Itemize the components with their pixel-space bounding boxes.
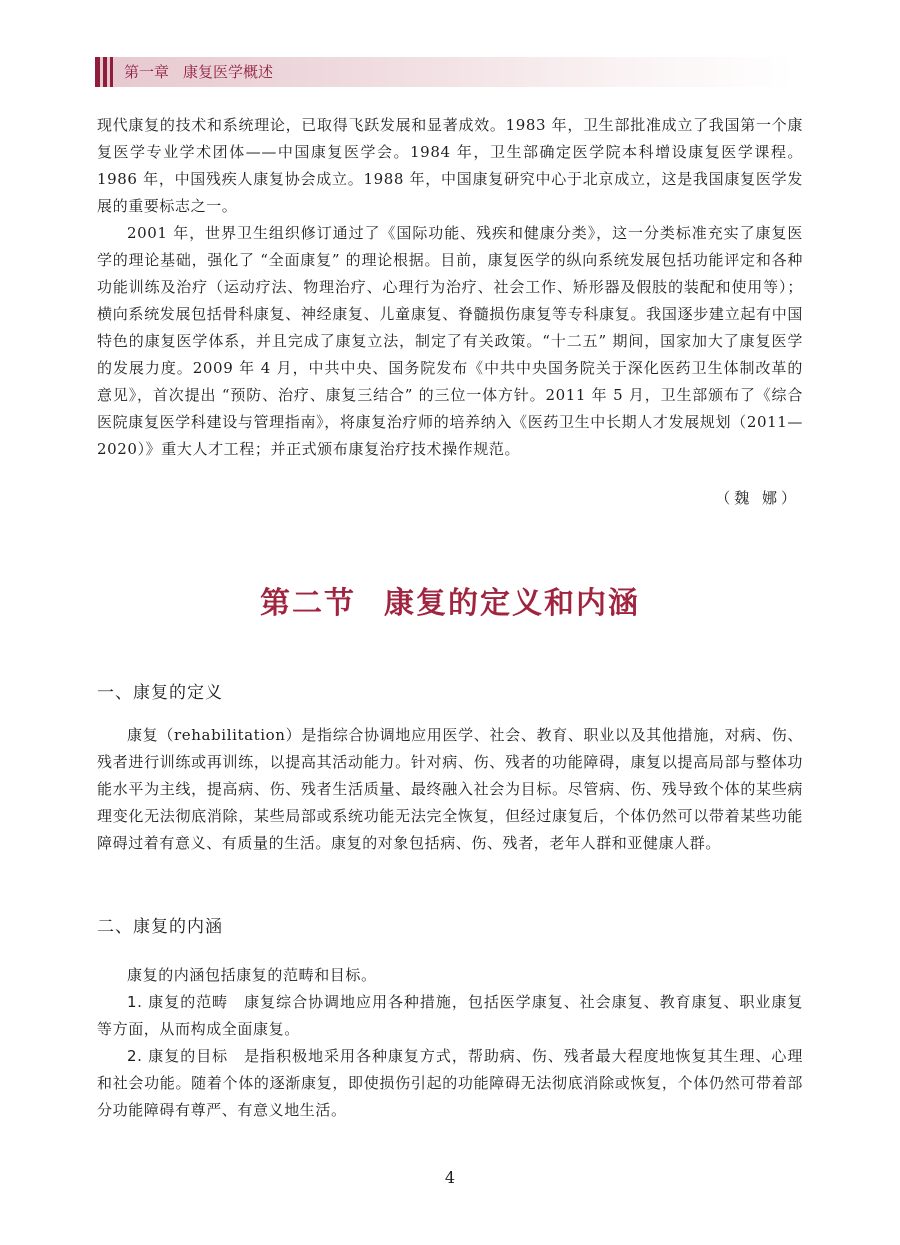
subsection-heading: 一、康复的定义	[97, 683, 223, 703]
section-number: 第二节	[260, 586, 356, 621]
author-signature: （魏 娜）	[715, 489, 800, 507]
connotation-text	[97, 962, 803, 1124]
chapter-title: 康复医学概述	[183, 63, 274, 81]
paragraph: 2001 年，世界卫生组织修订通过了《国际功能、残疾和健康分类》，这一分类标准充实了康复医学的理论基础，强化了 “全面康复” 的理论根据。目前，康复医学的纵向系统发展包括功能评定和各种功能训练及治疗（运动疗法、物理治疗、心理行为治疗、社会工作、矫形器及假肢的装配和使用等）；横向系统发展包括骨科康复、神经康复、儿童康复、脊髓损伤康复等专科康复。我国逐步建立起有中国特色的康复医学体系，并且完成了康复立法，制定了有关政策。“十二五” 期间，国家加大了康复医学的发展力度。2009 年 4 月，中共中央、国务院发布《中共中央国务院关于深化医药卫生体制改革的意见》，首次提出 “预防、治疗、康复三结合” 的三位一体方针。2011 年 5 月，卫生部颁布了《综合医院康复医学科建设与管理指南》，将康复治疗师的培养纳入《医药卫生中长期人才发展规划（2011—2020）》重大人才工程；并正式颁布康复治疗技术操作规范。	[97, 224, 803, 458]
item-label: 1. 康复的范畴	[127, 993, 229, 1011]
page-number: 4	[444, 1168, 456, 1187]
item-label: 2. 康复的目标	[127, 1047, 229, 1065]
subsection-heading: 二、康复的内涵	[97, 917, 223, 937]
paragraph: 康复的内涵包括康复的范畴和目标。	[127, 966, 377, 984]
item-text: 康复综合协调地应用各种措施，包括医学康复、社会康复、教育康复、职业康复等方面，从而构成全面康复。	[97, 993, 803, 1038]
section-title	[0, 578, 900, 622]
paragraph: 现代康复的技术和系统理论，已取得飞跃发展和显著成效。1983 年，卫生部批准成立了我国第一个康复医学专业学术团体——中国康复医学会。1984 年，卫生部确定医学院本科增设康复医学课程。1986 年，中国残疾人康复协会成立。1988 年，中国康复研究中心于北京成立，这是我国康复医学发展的重要标志之一。	[97, 116, 803, 215]
chapter-number: 第一章	[124, 63, 170, 81]
list-item	[97, 989, 803, 1043]
list-item	[97, 1043, 803, 1124]
chapter-bars-icon	[95, 57, 117, 87]
definition-text	[97, 722, 803, 857]
item-text: 是指积极地采用各种康复方式，帮助病、伤、残者最大程度地恢复其生理、心理和社会功能。随着个体的逐渐康复，即使损伤引起的功能障碍无法彻底消除或恢复，个体仍然可带着部分功能障碍有尊严、有意义地生活。	[97, 1047, 803, 1119]
intro-text	[97, 112, 803, 463]
section-heading: 康复的定义和内涵	[384, 586, 640, 621]
paragraph: 康复（rehabilitation）是指综合协调地应用医学、社会、教育、职业以及其他措施，对病、伤、残者进行训练或再训练，以提高其活动能力。针对病、伤、残者的功能障碍，康复以提高局部与整体功能水平为主线，提高病、伤、残者生活质量、最终融入社会为目标。尽管病、伤、残导致个体的某些病理变化无法彻底消除，某些局部或系统功能无法完全恢复，但经过康复后，个体仍然可以带着某些功能障碍过着有意义、有质量的生活。康复的对象包括病、伤、残者，老年人群和亚健康人群。	[97, 726, 803, 852]
running-header	[124, 61, 273, 83]
